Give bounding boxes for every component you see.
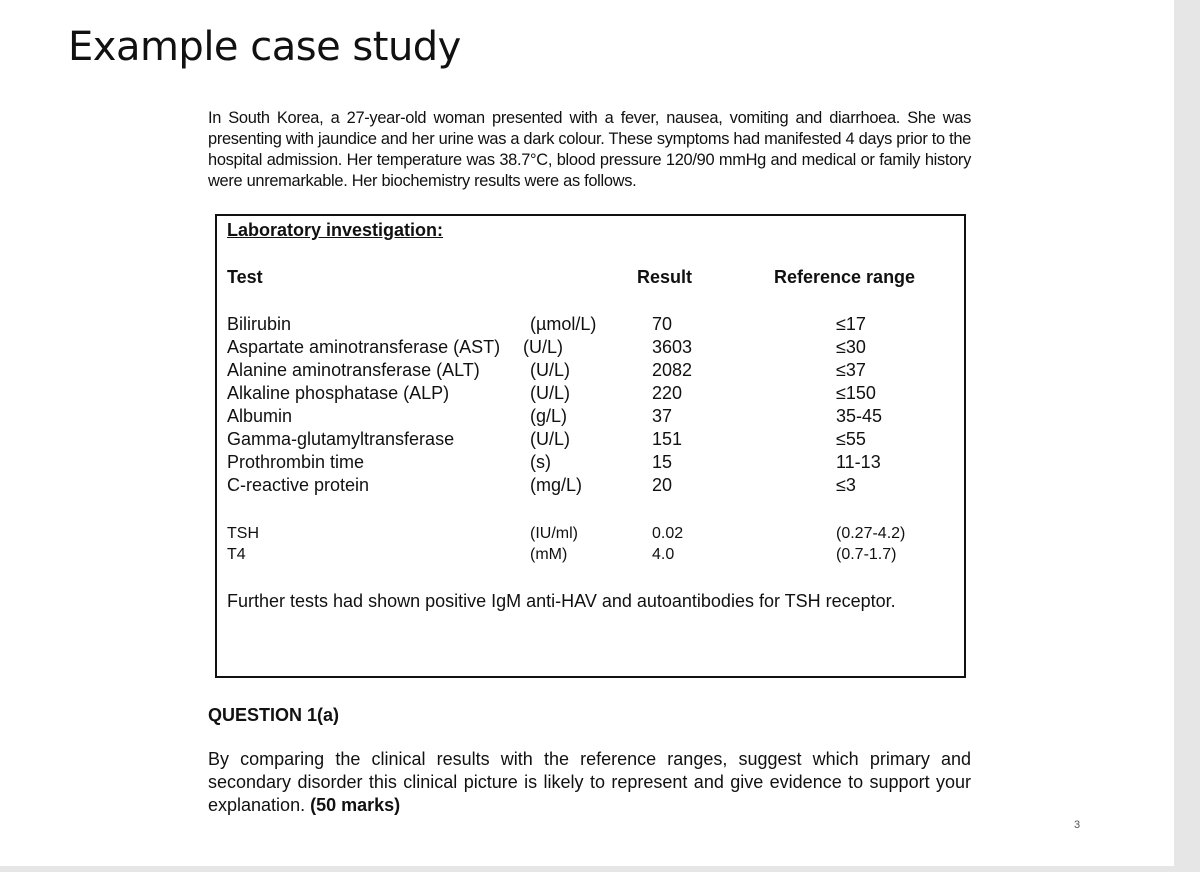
test-name: TSH <box>227 525 259 542</box>
table-row <box>217 543 964 566</box>
test-name: Alkaline phosphatase (ALP) <box>227 383 450 403</box>
test-result: 2082 <box>652 360 693 380</box>
test-name: Prothrombin time <box>227 452 365 472</box>
page-number: 3 <box>1074 819 1081 831</box>
further-tests-note: Further tests had shown positive IgM anti-HAV and autoantibodies for TSH receptor. <box>227 591 896 611</box>
test-unit: (U/L) <box>530 383 570 403</box>
lab-investigation-box <box>215 214 966 678</box>
test-reference: 11-13 <box>836 452 881 472</box>
table-row <box>217 336 964 359</box>
test-reference: ≤55 <box>836 429 866 449</box>
question-title: QUESTION 1(a) <box>208 705 340 725</box>
test-name: Aspartate aminotransferase (AST) <box>227 337 501 357</box>
test-result: 4.0 <box>652 546 675 563</box>
test-unit: (U/L) <box>530 360 570 380</box>
table-row <box>217 451 964 474</box>
test-reference: ≤30 <box>836 337 866 357</box>
test-unit: (U/L) <box>523 337 563 357</box>
test-reference: (0.27-4.2) <box>836 525 906 542</box>
test-name: Albumin <box>227 406 293 426</box>
question-body: By comparing the clinical results with the reference ranges, suggest which primary and secondary disorder this clinical picture is likely to represent and give evidence to support your explanation. <box>208 749 971 815</box>
test-name: Gamma-glutamyltransferase <box>227 429 455 449</box>
table-row <box>217 474 964 497</box>
test-result: 70 <box>652 314 673 334</box>
header-result: Result <box>637 267 693 287</box>
test-reference: (0.7-1.7) <box>836 546 897 563</box>
test-unit: (mM) <box>530 546 568 563</box>
test-name: T4 <box>227 546 246 563</box>
test-result: 151 <box>652 429 683 449</box>
test-result: 0.02 <box>652 525 684 542</box>
table-row <box>217 428 964 451</box>
page-title: Example case study <box>68 24 461 70</box>
test-unit: (µmol/L) <box>530 314 597 334</box>
test-result: 3603 <box>652 337 693 357</box>
question-marks: (50 marks) <box>310 795 401 815</box>
test-name: Bilirubin <box>227 314 292 334</box>
question-text <box>208 748 971 817</box>
test-reference: ≤150 <box>836 383 876 403</box>
table-row <box>217 313 964 336</box>
test-unit: (mg/L) <box>530 475 583 495</box>
table-row <box>217 405 964 428</box>
test-result: 220 <box>652 383 683 403</box>
header-test: Test <box>227 267 263 287</box>
test-unit: (g/L) <box>530 406 568 426</box>
lab-heading: Laboratory investigation: <box>227 220 444 240</box>
test-name: Alanine aminotransferase (ALT) <box>227 360 480 380</box>
test-result: 20 <box>652 475 673 495</box>
test-reference: ≤17 <box>836 314 866 334</box>
case-intro-paragraph: In South Korea, a 27-year-old woman presented with a fever, nausea, vomiting and diarrhoea. She was presenting with jaundice and her urine was a dark colour. These symptoms had manifested 4 days prior to the hospital admission. Her temperature was 38.7°C, blood pressure 120/90 mmHg and medical or family history were unremarkable. Her biochemistry results were as follows. <box>208 109 971 190</box>
test-unit: (IU/ml) <box>530 525 578 542</box>
test-unit: (s) <box>530 452 551 472</box>
table-row <box>217 382 964 405</box>
table-row <box>217 359 964 382</box>
test-reference: 35-45 <box>836 406 883 426</box>
table-row <box>217 522 964 545</box>
test-result: 37 <box>652 406 673 426</box>
test-name: C-reactive protein <box>227 475 370 495</box>
test-unit: (U/L) <box>530 429 570 449</box>
test-reference: ≤37 <box>836 360 866 380</box>
header-reference: Reference range <box>774 267 916 287</box>
test-result: 15 <box>652 452 673 472</box>
test-reference: ≤3 <box>836 475 856 495</box>
